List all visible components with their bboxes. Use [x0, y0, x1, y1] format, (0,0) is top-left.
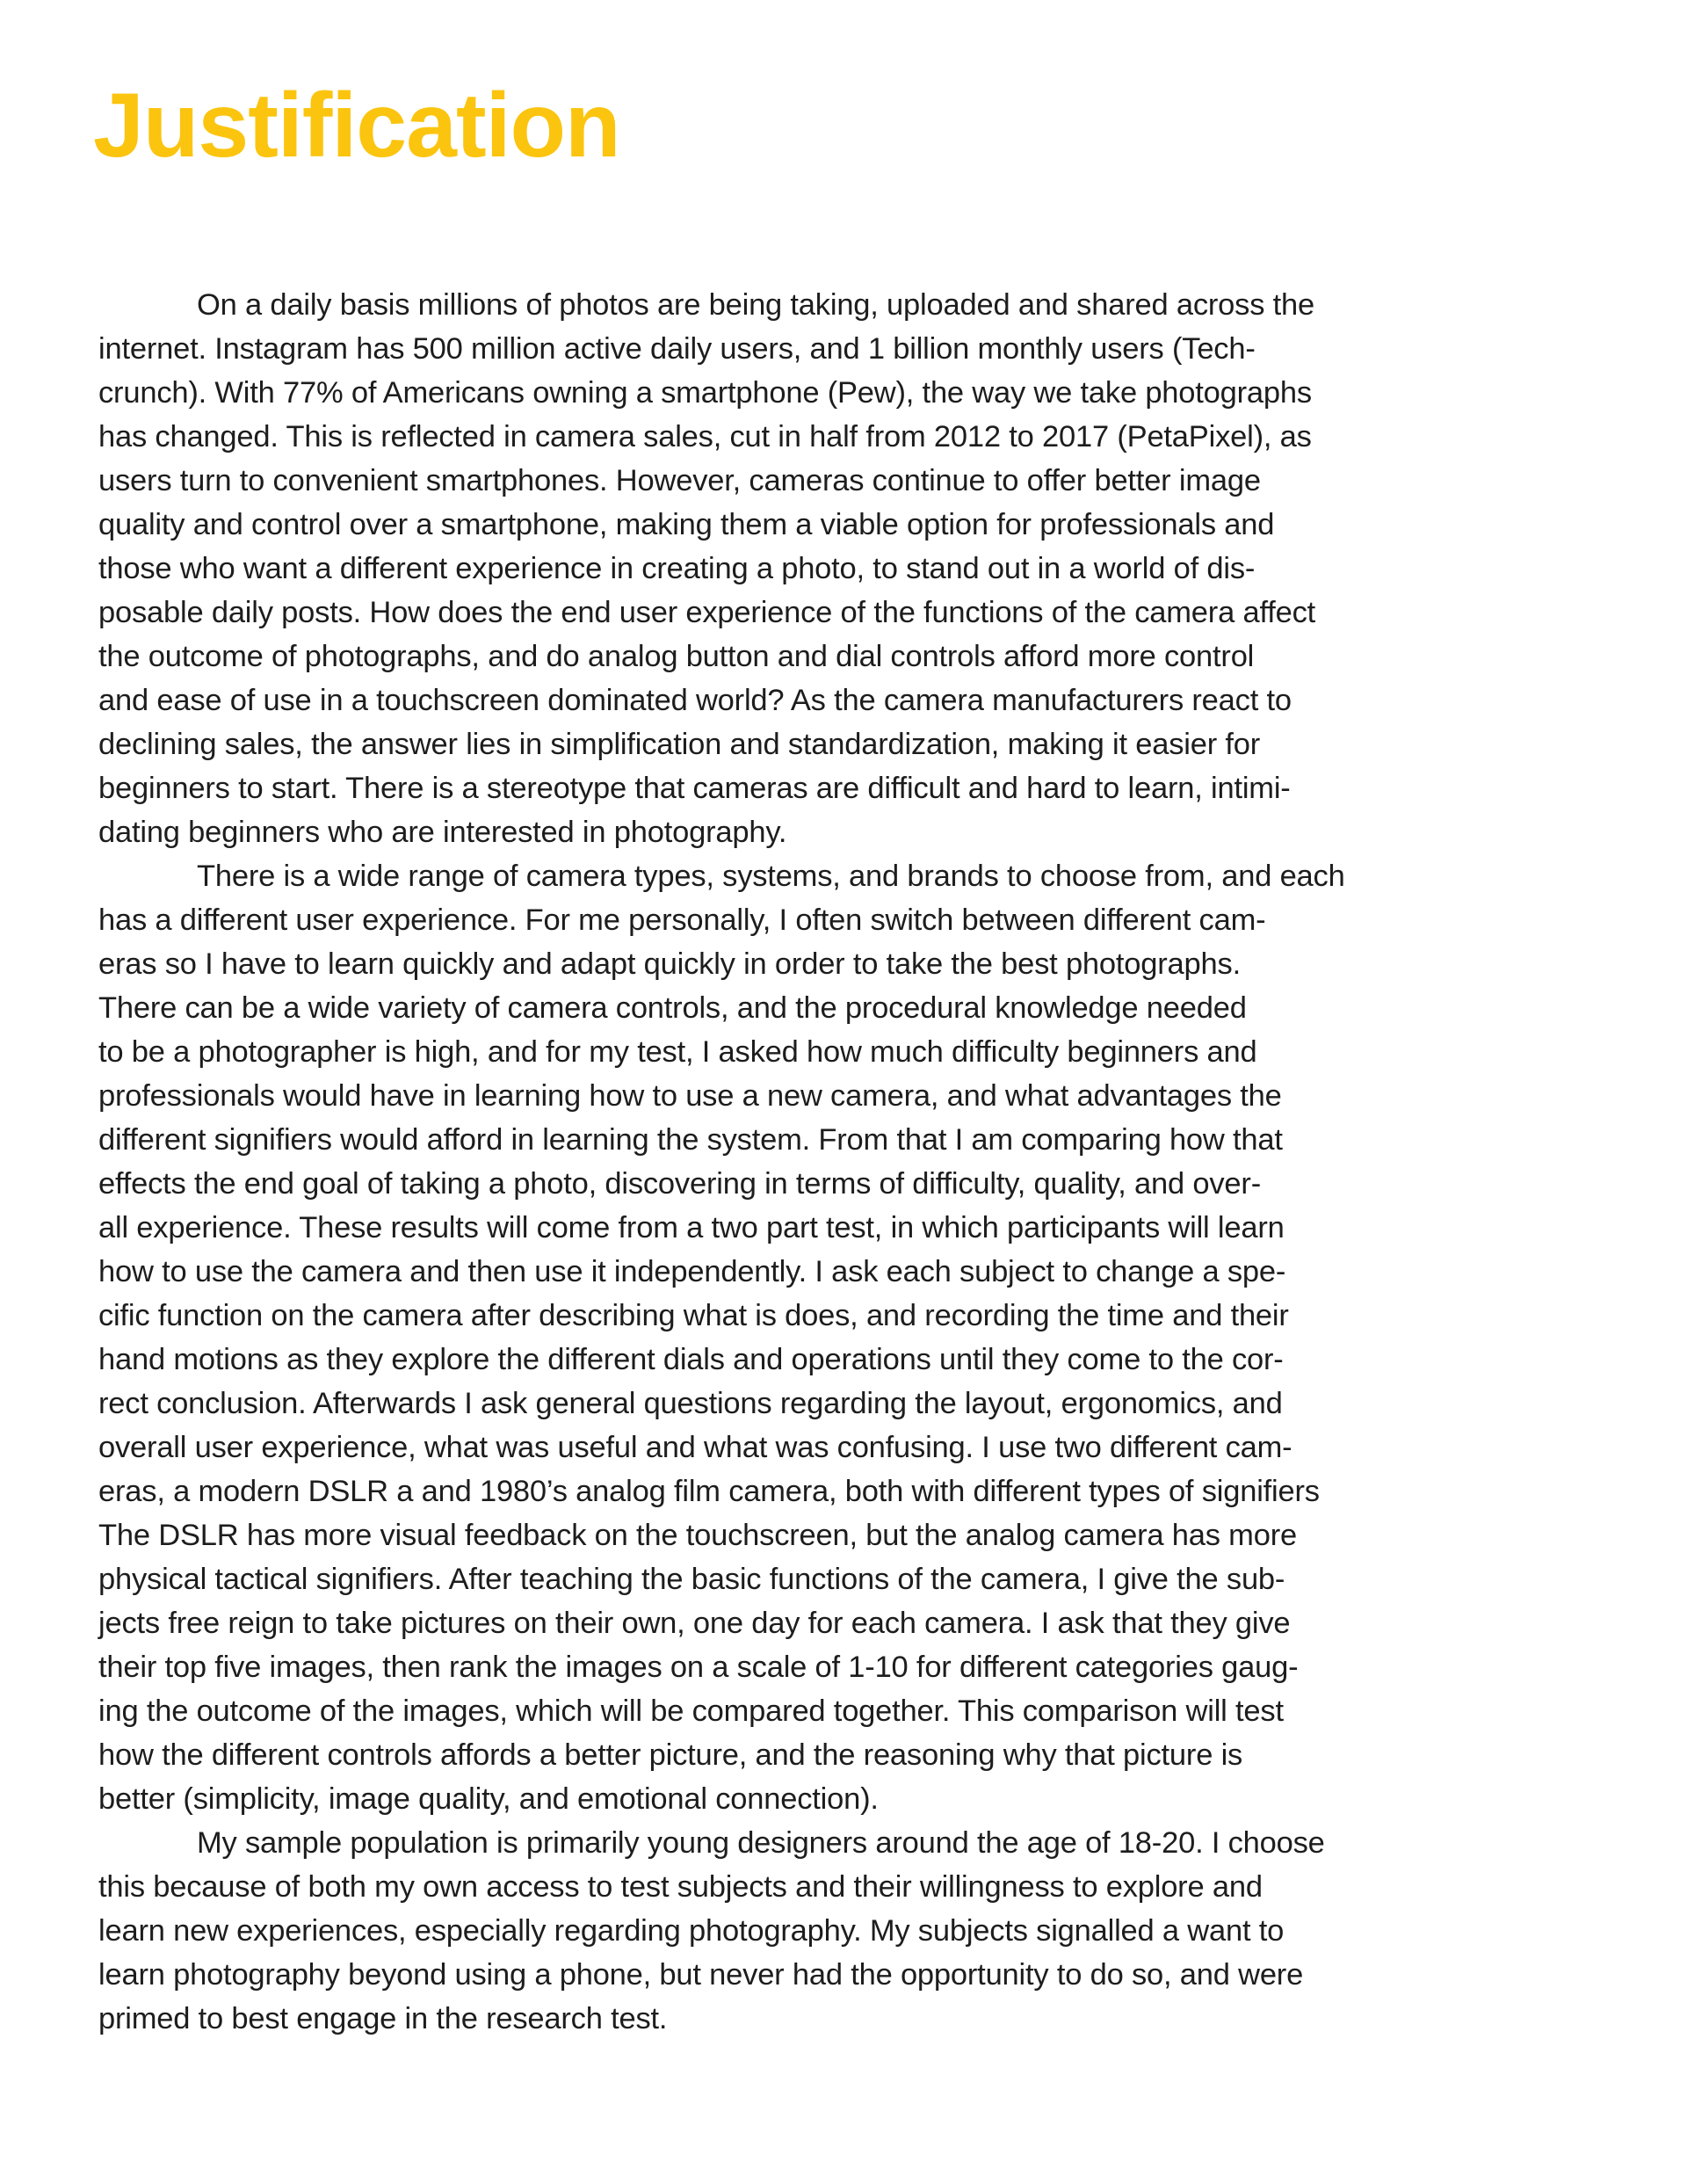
text-line: posable daily posts. How does the end user experience of the functions of the camera affect	[98, 596, 1316, 629]
text-line: eras so I have to learn quickly and adapt quickly in order to take the best photographs.	[98, 947, 1241, 981]
text-line: users turn to convenient smartphones. However, cameras continue to offer better image	[98, 464, 1261, 497]
text-line: hand motions as they explore the different dials and operations until they come to the cor-	[98, 1343, 1284, 1376]
text-line: declining sales, the answer lies in simplification and standardization, making it easier for	[98, 728, 1261, 761]
text-line: different signifiers would afford in learning the system. From that I am comparing how that	[98, 1123, 1283, 1157]
text-line: There can be a wide variety of camera controls, and the procedural knowledge needed	[98, 991, 1247, 1025]
text-line: On a daily basis millions of photos are being taking, uploaded and shared across the	[197, 288, 1314, 322]
text-line: quality and control over a smartphone, making them a viable option for professionals and	[98, 508, 1275, 541]
text-line: The DSLR has more visual feedback on the touchscreen, but the analog camera has more	[98, 1519, 1297, 1552]
paragraph	[98, 854, 1606, 1821]
document-body	[98, 283, 1606, 2041]
text-line: primed to best engage in the research test.	[98, 2002, 668, 2035]
text-line: dating beginners who are interested in photography.	[98, 816, 787, 849]
text-line: has changed. This is reflected in camera sales, cut in half from 2012 to 2017 (PetaPixel), as	[98, 420, 1312, 453]
text-line: this because of both my own access to test subjects and their willingness to explore and	[98, 1870, 1263, 1904]
text-line: their top five images, then rank the images on a scale of 1-10 for different categories gaug-	[98, 1651, 1299, 1684]
text-line: rect conclusion. Afterwards I ask general questions regarding the layout, ergonomics, and	[98, 1387, 1283, 1420]
text-line: jects free reign to take pictures on their own, one day for each camera. I ask that they give	[98, 1607, 1291, 1640]
text-line: My sample population is primarily young designers around the age of 18-20. I choose	[197, 1826, 1325, 1860]
text-line: to be a photographer is high, and for my test, I asked how much difficulty beginners and	[98, 1035, 1257, 1069]
text-line: the outcome of photographs, and do analog button and dial controls afford more control	[98, 640, 1255, 673]
text-line: and ease of use in a touchscreen dominated world? As the camera manufacturers react to	[98, 684, 1292, 717]
text-line: cific function on the camera after describing what is does, and recording the time and their	[98, 1299, 1289, 1332]
text-line: physical tactical signifiers. After teaching the basic functions of the camera, I give the sub-	[98, 1563, 1285, 1596]
text-line: eras, a modern DSLR a and 1980’s analog film camera, both with different types of signifiers	[98, 1475, 1320, 1508]
text-line: professionals would have in learning how to use a new camera, and what advantages the	[98, 1079, 1282, 1113]
text-line: crunch). With 77% of Americans owning a smartphone (Pew), the way we take photographs	[98, 376, 1312, 410]
text-line: ing the outcome of the images, which will be compared together. This comparison will test	[98, 1694, 1284, 1728]
text-line: learn photography beyond using a phone, but never had the opportunity to do so, and were	[98, 1958, 1304, 1992]
text-line: all experience. These results will come from a two part test, in which participants will learn	[98, 1211, 1285, 1244]
text-line: how the different controls affords a better picture, and the reasoning why that picture is	[98, 1738, 1243, 1772]
text-line: those who want a different experience in creating a photo, to stand out in a world of dis-	[98, 552, 1256, 585]
paragraph	[98, 283, 1606, 854]
text-line: There is a wide range of camera types, systems, and brands to choose from, and each	[197, 860, 1345, 893]
text-line: effects the end goal of taking a photo, discovering in terms of difficulty, quality, and over-	[98, 1167, 1261, 1201]
page-title: Justification	[93, 75, 620, 177]
text-line: internet. Instagram has 500 million active daily users, and 1 billion monthly users (Tech-	[98, 332, 1256, 366]
text-line: has a different user experience. For me personally, I often switch between different cam-	[98, 903, 1266, 937]
text-line: better (simplicity, image quality, and emotional connection).	[98, 1782, 879, 1816]
text-line: beginners to start. There is a stereotype that cameras are difficult and hard to learn, intimi-	[98, 772, 1291, 805]
text-line: how to use the camera and then use it independently. I ask each subject to change a spe-	[98, 1255, 1286, 1288]
text-line: learn new experiences, especially regarding photography. My subjects signalled a want to	[98, 1914, 1285, 1948]
text-line: overall user experience, what was useful and what was confusing. I use two different cam-	[98, 1431, 1292, 1464]
paragraph	[98, 1821, 1606, 2041]
